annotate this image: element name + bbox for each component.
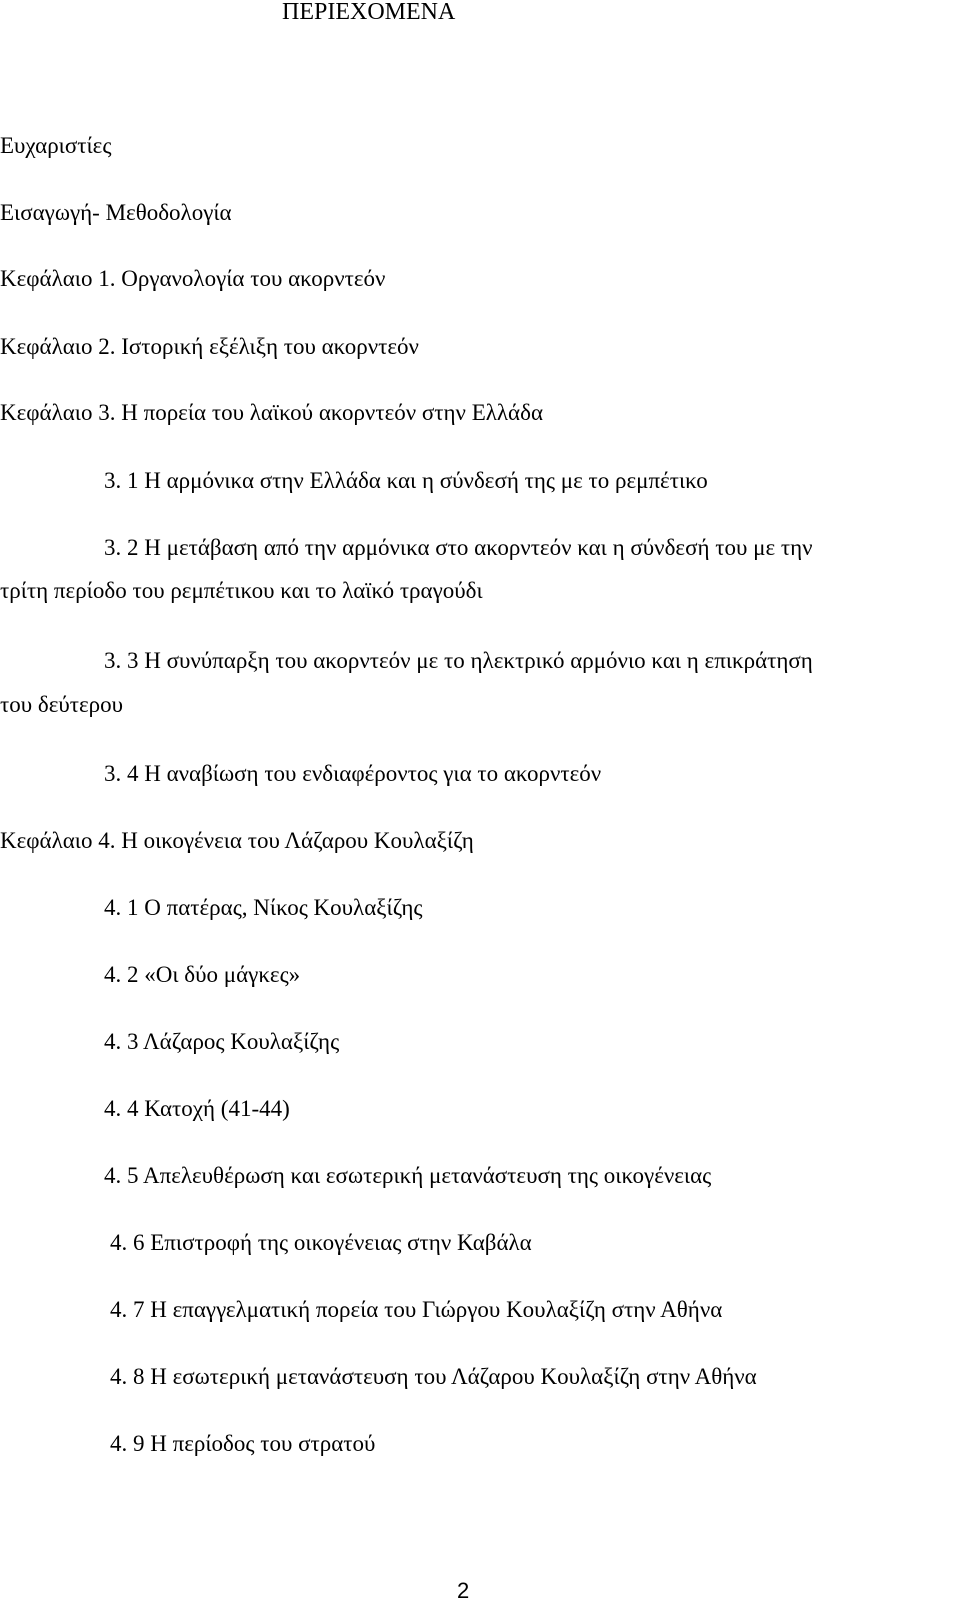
toc-entry-4-3[interactable]: 4. 3 Λάζαρος Κουλαξίζης [104,1029,340,1054]
toc-entry-4-6[interactable]: 4. 6 Επιστροφή της οικογένειας στην Καβάλα [110,1230,532,1255]
toc-entry-3-2-continued: τρίτη περίοδο του ρεμπέτικου και το λαϊκό τραγούδι [0,578,483,603]
page-number: 2 [457,1578,470,1603]
toc-entry-chapter-4[interactable]: Κεφάλαιο 4. Η οικογένεια του Λάζαρου Κουλαξίζη [0,828,474,853]
toc-entry-4-2[interactable]: 4. 2 «Οι δύο μάγκες» [104,962,301,987]
toc-entry-4-1[interactable]: 4. 1 Ο πατέρας, Νίκος Κουλαξίζης [104,895,423,920]
toc-entry-4-8[interactable]: 4. 8 Η εσωτερική μετανάστευση του Λάζαρου Κουλαξίζη στην Αθήνα [110,1364,757,1389]
toc-entry-4-4[interactable]: 4. 4 Κατοχή (41-44) [104,1096,290,1121]
page-title: ΠΕΡΙΕΧΟΜΕΝΑ [282,0,456,25]
toc-entry-chapter-3[interactable]: Κεφάλαιο 3. Η πορεία του λαϊκού ακορντεόν στην Ελλάδα [0,400,543,425]
toc-entry-3-3[interactable]: 3. 3 Η συνύπαρξη του ακορντεόν με το ηλεκτρικό αρμόνιο και η επικράτηση [104,648,813,673]
toc-entry-introduction[interactable]: Εισαγωγή- Μεθοδολογία [0,200,232,225]
toc-entry-3-3-continued: του δεύτερου [0,692,124,717]
toc-entry-acknowledgements[interactable]: Ευχαριστίες [0,133,112,158]
toc-entry-4-5[interactable]: 4. 5 Απελευθέρωση και εσωτερική μετανάστευση της οικογένειας [104,1163,712,1188]
toc-entry-chapter-1[interactable]: Κεφάλαιο 1. Οργανολογία του ακορντεόν [0,266,386,291]
toc-entry-4-7[interactable]: 4. 7 Η επαγγελματική πορεία του Γιώργου Κουλαξίζη στην Αθήνα [110,1297,723,1322]
toc-entry-3-4[interactable]: 3. 4 Η αναβίωση του ενδιαφέροντος για το ακορντεόν [104,761,602,786]
toc-entry-4-9[interactable]: 4. 9 Η περίοδος του στρατού [110,1431,376,1456]
toc-entry-3-2[interactable]: 3. 2 Η μετάβαση από την αρμόνικα στο ακορντεόν και η σύνδεσή του με την [104,535,813,560]
toc-entry-3-1[interactable]: 3. 1 Η αρμόνικα στην Ελλάδα και η σύνδεσή της με το ρεμπέτικο [104,468,708,493]
toc-entry-chapter-2[interactable]: Κεφάλαιο 2. Ιστορική εξέλιξη του ακορντεόν [0,334,419,359]
